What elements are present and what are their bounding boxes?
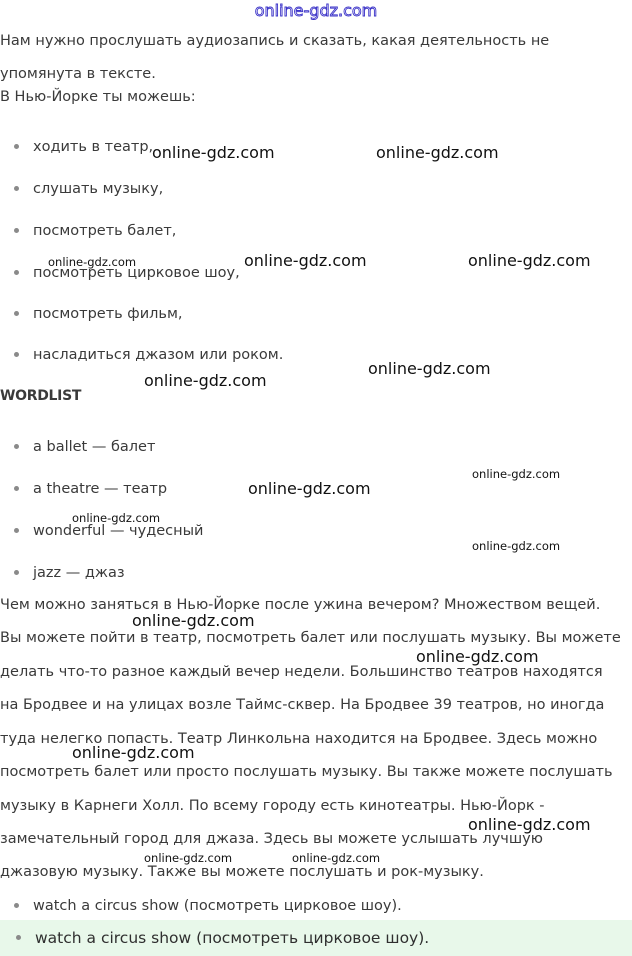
bullet-icon — [14, 270, 19, 275]
bullet-icon — [14, 903, 19, 908]
list-item — [14, 347, 283, 363]
watermark: online-gdz.com — [72, 743, 195, 762]
paragraph-line: музыку в Карнеги Холл. По всему городу есть кинотеатры. Нью-Йорк - — [0, 798, 545, 814]
list-item-text: jazz — джаз — [33, 565, 125, 581]
list-item-text: посмотреть цирковое шоу, — [33, 265, 240, 281]
watermark: online-gdz.com — [144, 371, 267, 390]
watermark: online-gdz.com — [468, 815, 591, 834]
watermark: online-gdz.com — [72, 511, 161, 525]
watermark: online-gdz.com — [468, 251, 591, 270]
paragraph-line: Вы можете пойти в театр, посмотреть балет или послушать музыку. Вы можете — [0, 630, 621, 646]
list-item-text: насладиться джазом или роком. — [33, 347, 284, 363]
watermark: online-gdz.com — [144, 851, 233, 865]
answer-item — [14, 898, 402, 914]
list-item-text: слушать музыку, — [33, 181, 164, 197]
bullet-icon — [14, 311, 19, 316]
list-item-text: wonderful — чудесный — [33, 523, 204, 539]
watermark: online-gdz.com — [292, 851, 381, 865]
bullet-icon — [14, 570, 19, 575]
watermark: online-gdz.com — [472, 467, 561, 481]
bullet-icon — [14, 144, 19, 149]
list-item — [14, 306, 183, 322]
watermark: online-gdz.com — [248, 479, 371, 498]
list-item-text: посмотреть фильм, — [33, 306, 183, 322]
bullet-icon — [14, 228, 19, 233]
bullet-icon — [14, 444, 19, 449]
watermark: online-gdz.com — [368, 359, 491, 378]
paragraph-line: Чем можно заняться в Нью-Йорке после ужина вечером? Множеством вещей. — [0, 597, 601, 613]
list-item — [14, 481, 167, 497]
list-item — [14, 223, 176, 239]
paragraph-line: туда нелегко попасть. Театр Линкольна находится на Бродвее. Здесь можно — [0, 731, 598, 747]
paragraph-line: посмотреть балет или просто послушать музыку. Вы также можете послушать — [0, 764, 613, 780]
watermark: online-gdz.com — [244, 251, 367, 270]
bullet-icon — [14, 486, 19, 491]
answer-item-highlighted — [16, 929, 429, 947]
answer-highlight — [0, 920, 632, 956]
list-item — [14, 439, 155, 455]
list-item-text: посмотреть балет, — [33, 223, 177, 239]
list-item-text: a ballet — балет — [33, 439, 156, 455]
watermark: online-gdz.com — [132, 611, 255, 630]
paragraph-line: джазовую музыку. Также вы можете послушать и рок-музыку. — [0, 864, 484, 880]
watermark: online-gdz.com — [416, 647, 539, 666]
task-text-line-1: Нам нужно прослушать аудиозапись и сказать, какая деятельность не — [0, 33, 550, 49]
task-text-line-2: упомянута в тексте. — [0, 66, 156, 82]
paragraph-line: замечательный город для джаза. Здесь вы можете услышать лучшую — [0, 831, 543, 847]
list-item — [14, 181, 163, 197]
list-item — [14, 565, 125, 581]
watermark: online-gdz.com — [376, 143, 499, 162]
list-item — [14, 139, 153, 155]
watermark: online-gdz.com — [472, 539, 561, 553]
list-item-text: a theatre — театр — [33, 481, 168, 497]
paragraph-line: на Бродвее и на улицах возле Таймс-сквер. На Бродвее 39 театров, но иногда — [0, 697, 605, 713]
wordlist-heading: WORDLIST — [0, 388, 82, 404]
top-watermark: online-gdz.com — [254, 1, 378, 20]
list-item — [14, 523, 203, 539]
paragraph-line: делать что-то разное каждый вечер недели. Большинство театров находятся — [0, 664, 603, 680]
answer-highlighted-text: watch a circus show (посмотреть цирковое шоу). — [35, 929, 430, 947]
bullet-icon — [16, 935, 21, 940]
watermark: online-gdz.com — [48, 255, 137, 269]
bullet-icon — [14, 352, 19, 357]
bullet-icon — [14, 528, 19, 533]
list-item-text: ходить в театр, — [33, 139, 154, 155]
answer-text: watch a circus show (посмотреть цирковое шоу). — [33, 898, 402, 914]
bullet-icon — [14, 186, 19, 191]
watermark: online-gdz.com — [152, 143, 275, 162]
task-text-line-3: В Нью-Йорке ты можешь: — [0, 89, 196, 105]
